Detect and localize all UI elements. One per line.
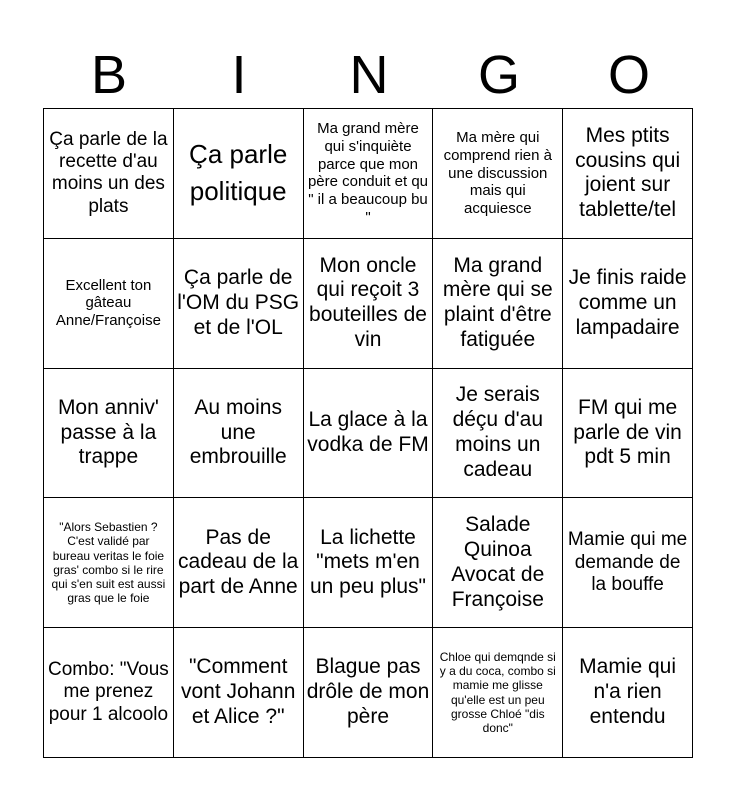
bingo-title bbox=[44, 40, 694, 110]
bingo-cell-r1-c4[interactable]: Ma mère qui comprend rien à une discussion mais qui acquiesce bbox=[433, 109, 563, 239]
bingo-cell-r1-c3[interactable]: Ma grand mère qui s'inquiète parce que mon père conduit et qu " il a beaucoup bu " bbox=[304, 109, 434, 239]
bingo-cell-r1-c2[interactable]: Ça parle politique bbox=[174, 109, 304, 239]
bingo-cell-r5-c2[interactable]: "Comment vont Johann et Alice ?" bbox=[174, 628, 304, 758]
bingo-cell-r2-c4[interactable]: Ma grand mère qui se plaint d'être fatiguée bbox=[433, 239, 563, 369]
bingo-cell-r3-c4[interactable]: Je serais déçu d'au moins un cadeau bbox=[433, 369, 563, 499]
bingo-cell-r4-c3[interactable]: La lichette "mets m'en un peu plus" bbox=[304, 498, 434, 628]
title-letter-i: I bbox=[231, 45, 247, 105]
bingo-grid bbox=[43, 108, 693, 758]
bingo-cell-r2-c5[interactable]: Je finis raide comme un lampadaire bbox=[563, 239, 693, 369]
title-letter-n: N bbox=[349, 45, 389, 105]
title-letter-g: G bbox=[477, 45, 520, 105]
bingo-cell-r4-c5[interactable]: Mamie qui me demande de la bouffe bbox=[563, 498, 693, 628]
bingo-cell-r1-c1[interactable]: Ça parle de la recette d'au moins un des plats bbox=[44, 109, 174, 239]
title-letter-b: B bbox=[90, 45, 128, 105]
bingo-cell-r3-c5[interactable]: FM qui me parle de vin pdt 5 min bbox=[563, 369, 693, 499]
bingo-cell-r1-c5[interactable]: Mes ptits cousins qui joient sur tablette/tel bbox=[563, 109, 693, 239]
bingo-cell-r3-c3[interactable]: La glace à la vodka de FM bbox=[304, 369, 434, 499]
bingo-cell-r2-c1[interactable]: Excellent ton gâteau Anne/Françoise bbox=[44, 239, 174, 369]
bingo-cell-r3-c1[interactable]: Mon anniv' passe à la trappe bbox=[44, 369, 174, 499]
bingo-cell-r2-c2[interactable]: Ça parle de l'OM du PSG et de l'OL bbox=[174, 239, 304, 369]
bingo-cell-r3-c2[interactable]: Au moins une embrouille bbox=[174, 369, 304, 499]
bingo-cell-r5-c1[interactable]: Combo: "Vous me prenez pour 1 alcoolo bbox=[44, 628, 174, 758]
bingo-cell-r2-c3[interactable]: Mon oncle qui reçoit 3 bouteilles de vin bbox=[304, 239, 434, 369]
bingo-cell-r5-c5[interactable]: Mamie qui n'a rien entendu bbox=[563, 628, 693, 758]
bingo-cell-r5-c3[interactable]: Blague pas drôle de mon père bbox=[304, 628, 434, 758]
bingo-cell-r4-c4[interactable]: Salade Quinoa Avocat de Françoise bbox=[433, 498, 563, 628]
bingo-cell-r5-c4[interactable]: Chloe qui demqnde si y a du coca, combo si mamie me glisse qu'elle est un peu grosse Chloé "dis donc" bbox=[433, 628, 563, 758]
title-letter-o: O bbox=[607, 45, 650, 105]
bingo-cell-r4-c2[interactable]: Pas de cadeau de la part de Anne bbox=[174, 498, 304, 628]
bingo-cell-r4-c1[interactable]: "Alors Sebastien ? C'est validé par bureau veritas le foie gras' combo si le rire qui s'en suit est aussi gras que le foie bbox=[44, 498, 174, 628]
